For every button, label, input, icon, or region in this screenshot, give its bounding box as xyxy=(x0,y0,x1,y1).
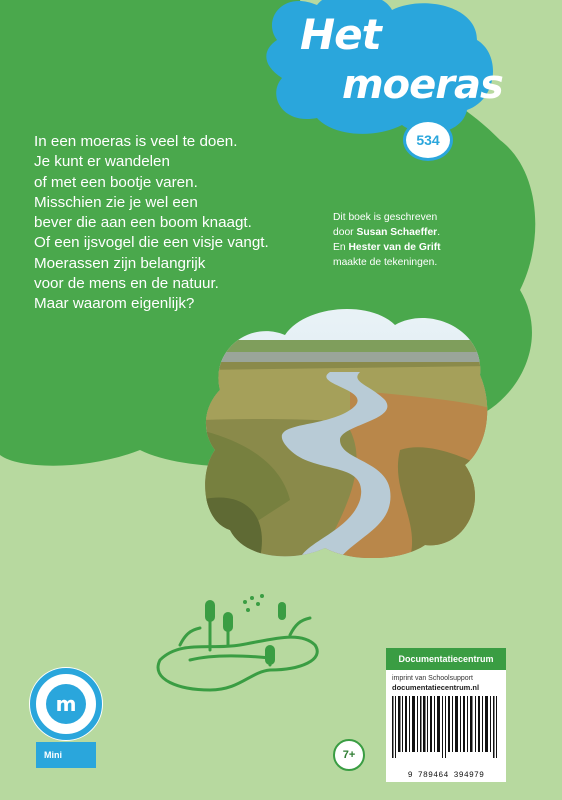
publisher-block xyxy=(386,648,506,782)
age-badge: 7+ xyxy=(333,739,365,771)
author-name: Susan Schaeffer xyxy=(356,227,438,238)
credits-text-part: door xyxy=(333,227,357,238)
blurb-line: of met een bootje varen. xyxy=(34,173,198,191)
credits-line xyxy=(333,225,441,240)
svg-text:m: m xyxy=(55,692,77,716)
publisher-url: documentatiecentrum.nl xyxy=(392,683,480,692)
isbn-barcode xyxy=(392,696,500,758)
illustrator-name: Hester van de Grift xyxy=(348,242,441,253)
spiral-m-logo-icon xyxy=(27,665,105,743)
blurb-text xyxy=(34,132,269,315)
book-title-line1: Het xyxy=(300,10,381,59)
marsh-illustration-icon xyxy=(150,590,330,705)
blurb-line: In een moeras is veel te doen. xyxy=(34,133,238,150)
publisher-imprint: imprint van Schoolsupport xyxy=(392,675,473,682)
credits-text-part: . xyxy=(437,227,441,238)
publisher-name: Documentatiecentrum xyxy=(386,648,506,670)
credits-text-part: En xyxy=(333,242,349,253)
marsh-photo xyxy=(200,300,490,558)
blurb-line: Maar waarom eigenlijk? xyxy=(34,295,195,313)
credits-line: Dit boek is geschreven xyxy=(333,212,438,223)
book-title-line2: moeras xyxy=(342,62,503,108)
credits-line: maakte de tekeningen. xyxy=(333,257,438,268)
blurb-line: Of een ijsvogel die een visje vangt. xyxy=(34,234,269,252)
series-number-badge: 534 xyxy=(403,119,453,161)
blurb-line: Moerassen zijn belangrijk xyxy=(34,254,206,272)
blurb-line: bever die aan een boom knaagt. xyxy=(34,214,252,232)
blurb-line: Misschien zie je wel een xyxy=(34,193,198,211)
credits-text xyxy=(333,210,441,270)
blurb-line: voor de mens en de natuur. xyxy=(34,275,219,293)
credits-line xyxy=(333,240,441,255)
blurb-line: Je kunt er wandelen xyxy=(34,153,170,171)
isbn-number: 9 789464 394979 xyxy=(407,771,485,780)
series-level-tag: Mini xyxy=(36,742,96,768)
